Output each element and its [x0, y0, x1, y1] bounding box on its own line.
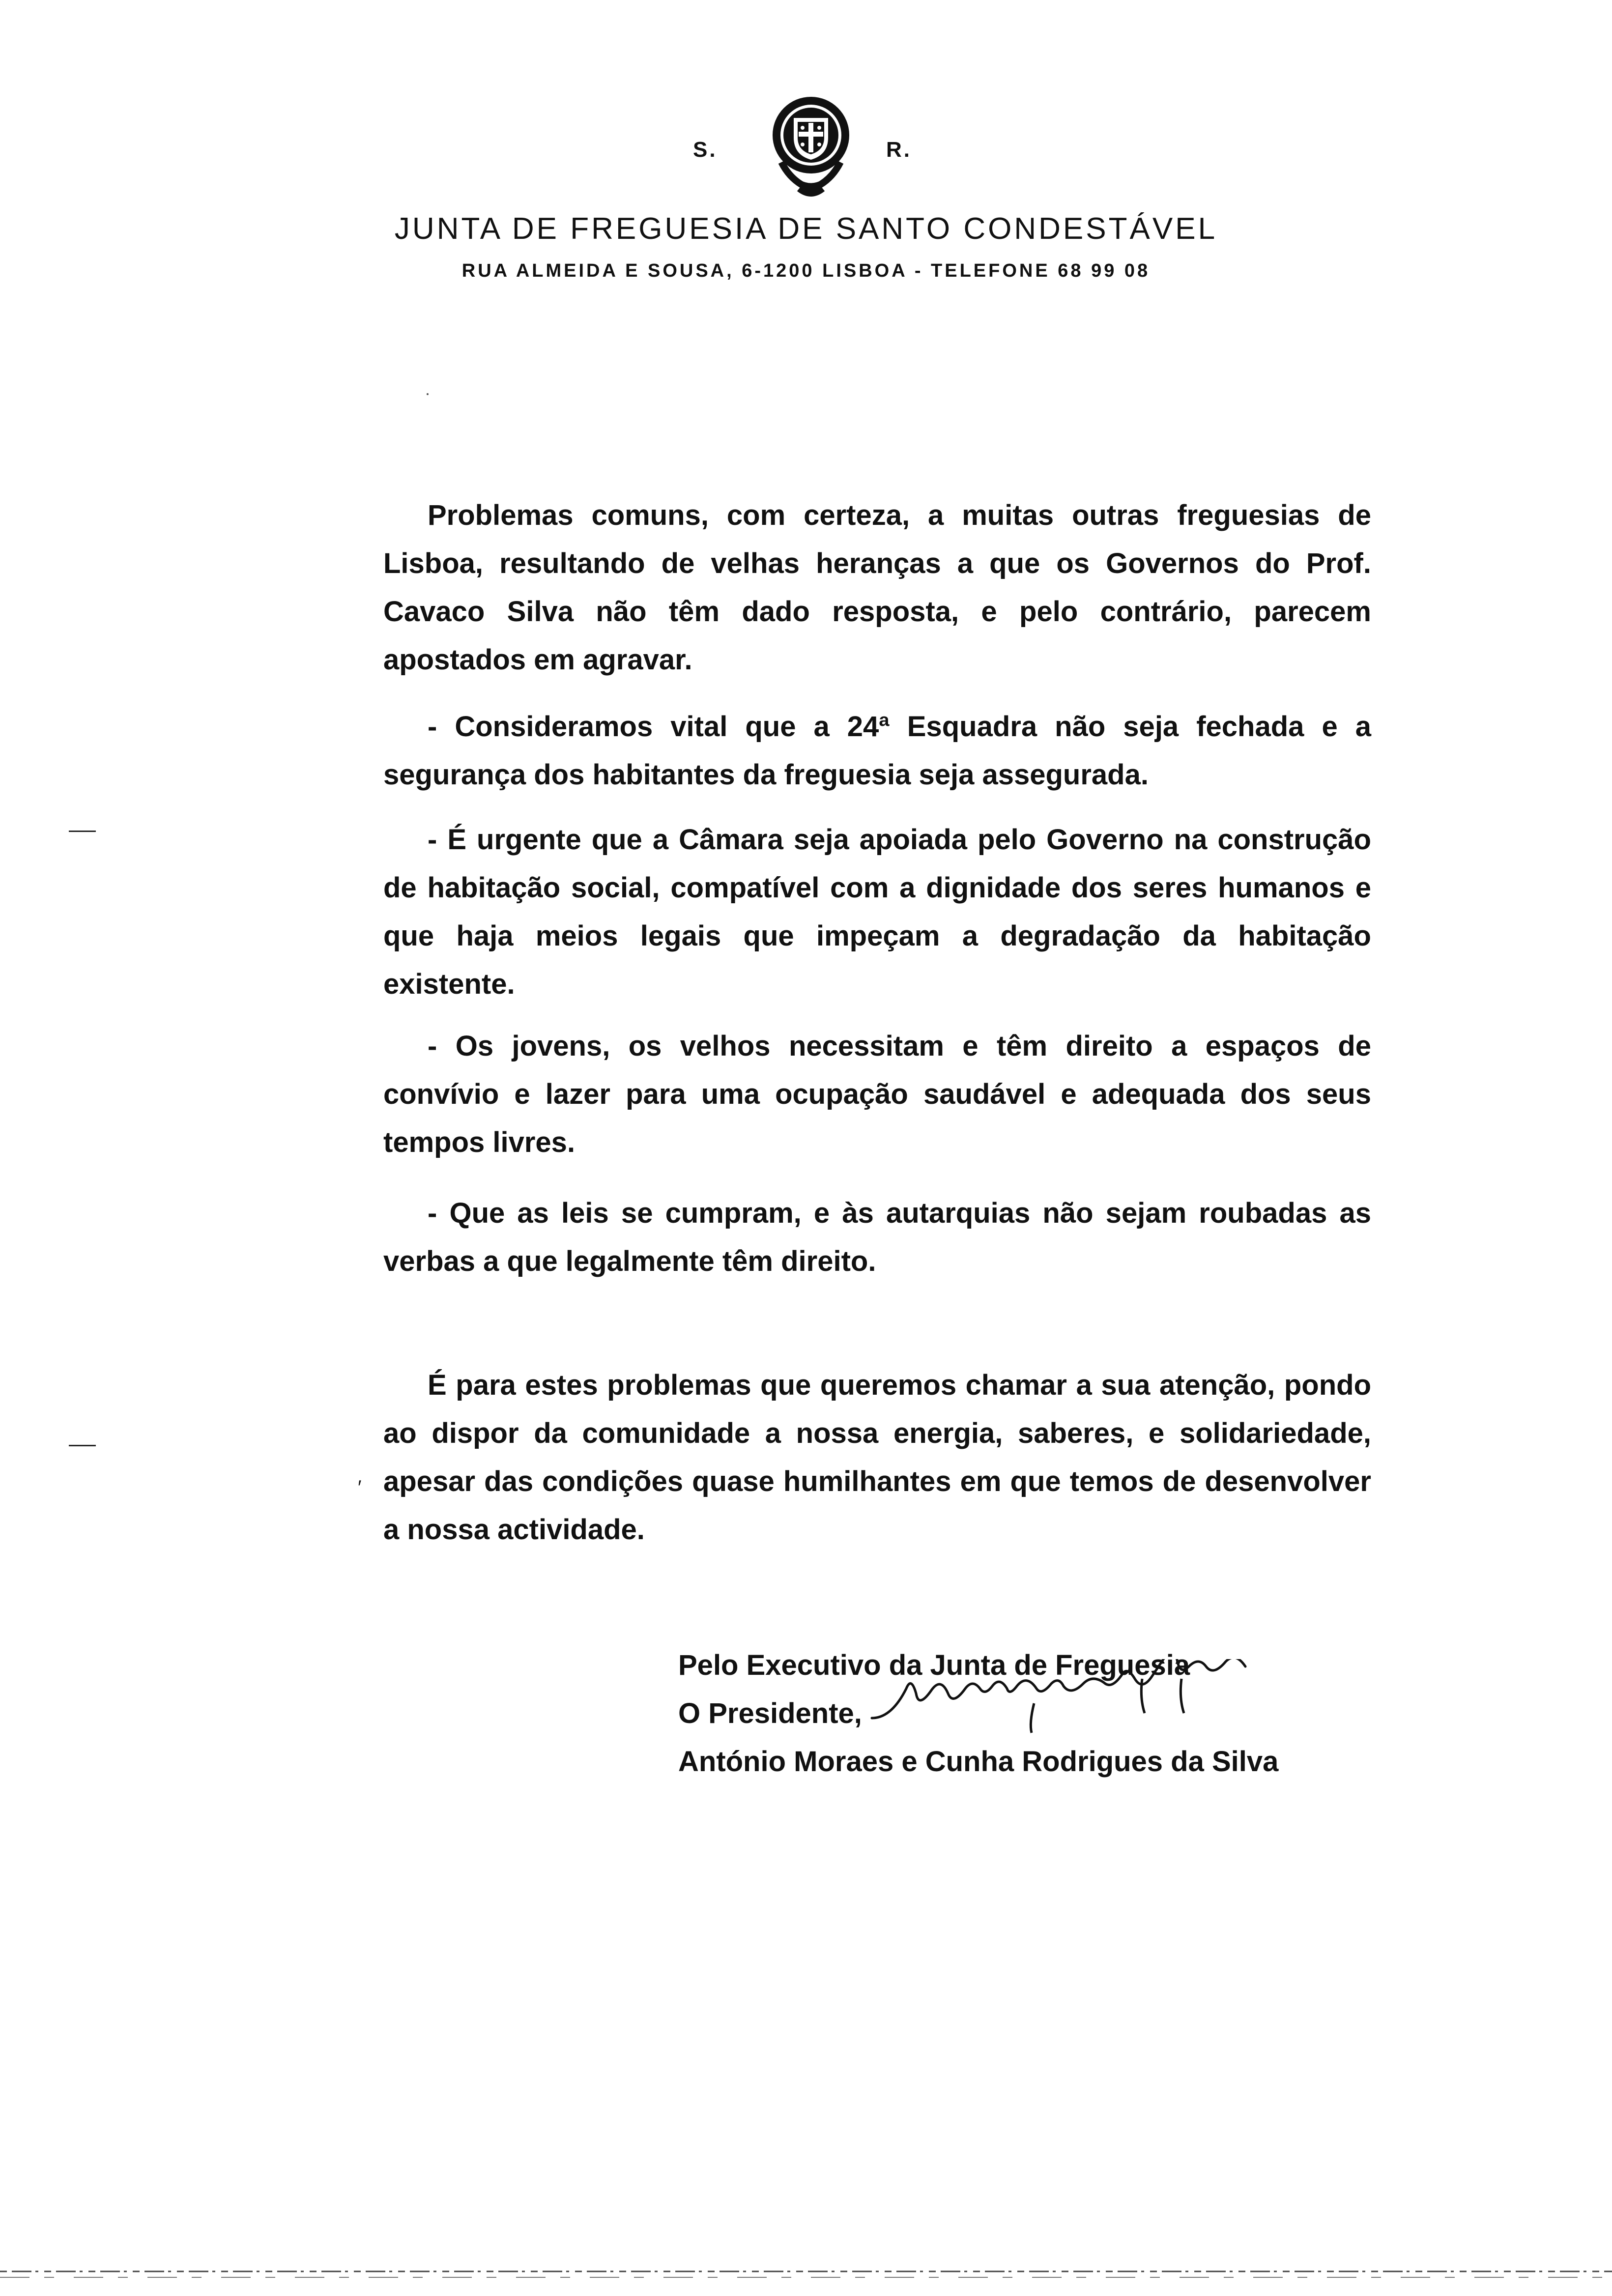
coat-of-arms-icon: [764, 88, 858, 206]
signature-row: [678, 1690, 1309, 1738]
handwritten-signature: [867, 1659, 1309, 1738]
paragraph-housing: - É urgente que a Câmara seja apoiada pelo Governo na construção de habitação social, compatível com a dignidade dos seres humanos e que haja meios legais que impeçam a degradação da habitação existente.: [383, 824, 1371, 1000]
organization-address: RUA ALMEIDA E SOUSA, 6-1200 LISBOA - TELEFONE 68 99 08: [461, 260, 1151, 281]
signatory-name: António Moraes e Cunha Rodrigues da Silva: [678, 1746, 1279, 1778]
letterhead: [0, 88, 1612, 281]
initial-s: S.: [693, 138, 718, 162]
paragraph-intro: Problemas comuns, com certeza, a muitas outras freguesias de Lisboa, resultando de velhas heranças a que os Governos do Prof. Cavaco Silva não têm dado resposta, e pelo contrário, parecem apostados em agravar.: [383, 499, 1371, 676]
scan-edge-artifact: [0, 2257, 1612, 2286]
letterhead-initials: [0, 88, 1612, 216]
paragraph-youth-elderly: - Os jovens, os velhos necessitam e têm direito a espaços de convívio e lazer para uma ocupação saudável e adequada dos seus tempos livres.: [383, 1030, 1371, 1158]
margin-tick: ′: [358, 1477, 362, 1498]
signature-block: [678, 1641, 1309, 1786]
organization-name: JUNTA DE FREGUESIA DE SANTO CONDESTÁVEL: [394, 212, 1218, 246]
signature-on-behalf: Pelo Executivo da Junta de Freguesia: [678, 1649, 1190, 1681]
paragraph-laws: - Que as leis se cumpram, e às autarquias não sejam roubadas as verbas a que legalmente têm direito.: [383, 1197, 1371, 1277]
signature-role: O Presidente,: [678, 1697, 862, 1729]
initial-r: R.: [886, 138, 912, 162]
margin-mark: [69, 831, 96, 832]
paragraph-police-station: - Consideramos vital que a 24ª Esquadra não seja fechada e a segurança dos habitantes da freguesia seja assegurada.: [383, 711, 1371, 791]
margin-mark: [69, 1445, 96, 1446]
paragraph-closing: É para estes problemas que queremos chamar a sua atenção, pondo ao dispor da comunidade a nossa energia, saberes, e solidariedade, apesar das condições quase humilhantes em que temos de desenvolver a nossa actividade.: [383, 1369, 1371, 1546]
scan-speck: [427, 393, 429, 395]
